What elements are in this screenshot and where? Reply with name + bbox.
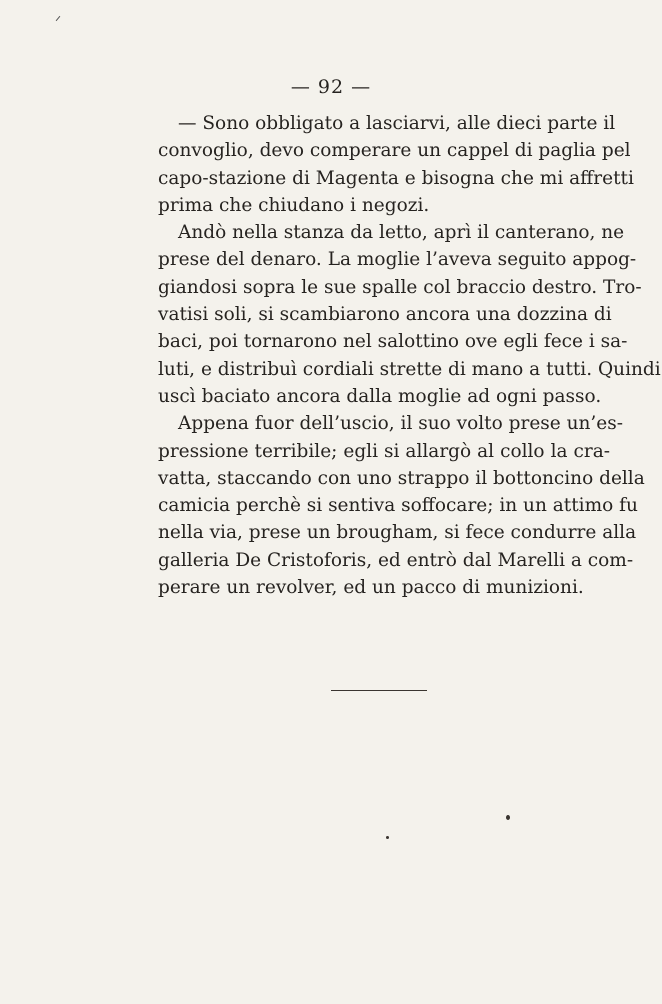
ink-speck [506, 815, 510, 820]
text-line: vatta, staccando con uno strappo il bottoncino della [158, 467, 645, 489]
text-line: capo-stazione di Magenta e bisogna che mi affretti [158, 167, 634, 189]
text-line: vatisi soli, si scambiarono ancora una dozzina di [158, 304, 612, 326]
text-line: giandosi sopra le sue spalle col braccio destro. Tro- [158, 276, 642, 298]
paragraph-3 [158, 410, 645, 601]
text-line: convoglio, devo comperare un cappel di paglia pel [158, 140, 631, 162]
body-text [158, 110, 661, 601]
text-line: luti, e distribuì cordiali strette di mano a tutti. Quindi [158, 358, 661, 380]
text-line: nella via, prese un brougham, si fece condurre alla [158, 522, 637, 544]
end-rule [331, 690, 427, 691]
text-line: pressione terribile; egli si allargò al collo la cra- [158, 440, 610, 462]
paragraph-2 [158, 219, 661, 410]
text-line: perare un revolver, ed un pacco di munizioni. [158, 577, 584, 599]
paragraph-1 [158, 110, 634, 219]
text-line: — Sono obbligato a lasciarvi, alle dieci parte il [178, 113, 616, 134]
ink-speck [386, 836, 389, 839]
text-line: uscì baciato ancora dalla moglie ad ogni passo. [158, 385, 602, 407]
text-line: Appena fuor dell’uscio, il suo volto prese un’es- [178, 413, 623, 435]
text-line: Andò nella stanza da letto, aprì il canterano, ne [178, 222, 625, 244]
text-line: prima che chiudano i negozi. [158, 194, 430, 216]
text-line: baci, poi tornarono nel salottino ove egli fece i sa- [158, 331, 628, 353]
page-number: — 92 — [290, 76, 372, 98]
text-line: galleria De Cristoforis, ed entrò dal Marelli a com- [158, 549, 634, 571]
text-line: camicia perchè si sentiva soffocare; in un attimo fu [158, 495, 638, 517]
text-line: prese del denaro. La moglie l’aveva seguito appog- [158, 249, 637, 271]
margin-mark [56, 16, 61, 21]
